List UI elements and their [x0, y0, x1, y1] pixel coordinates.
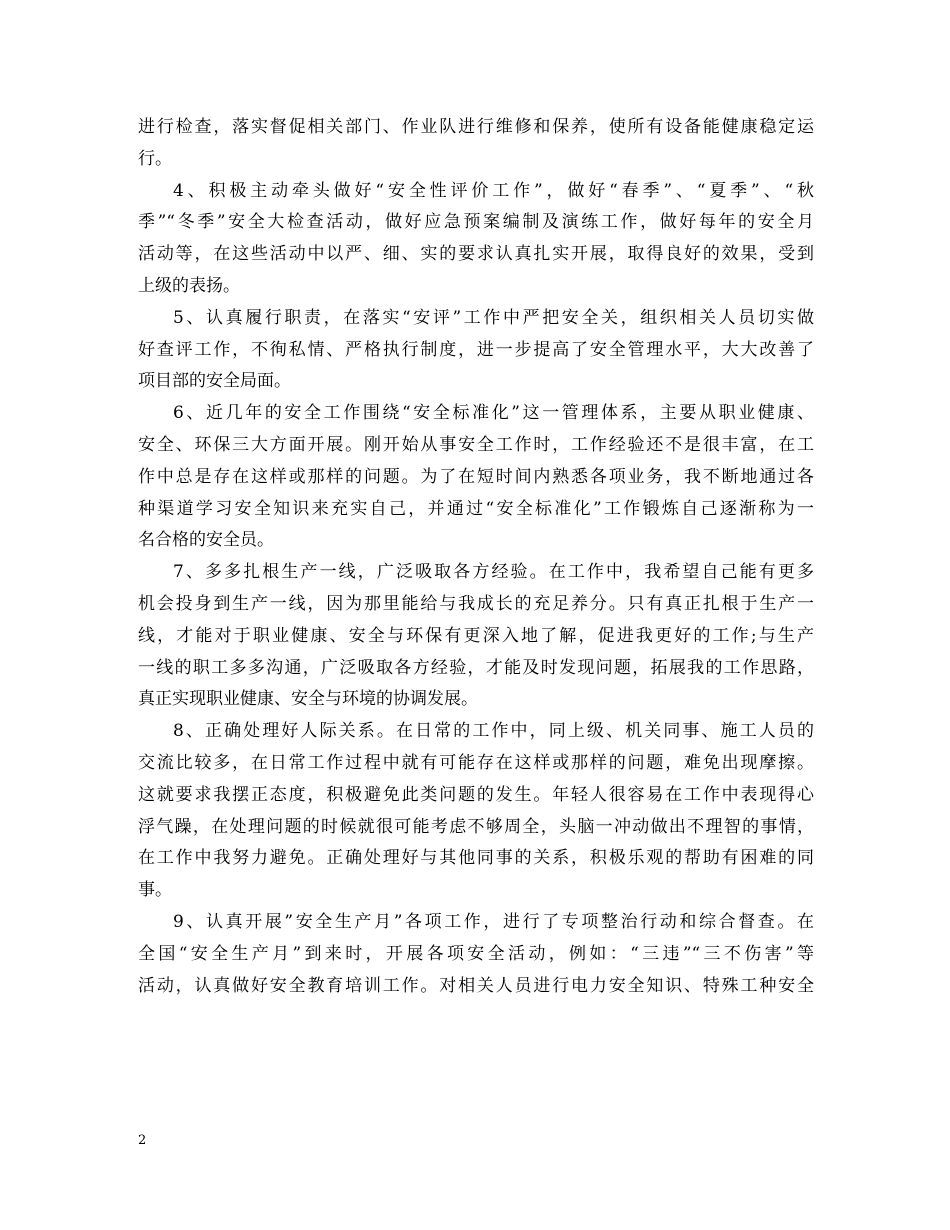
page-number: 2 — [138, 1133, 147, 1148]
paragraph-first-line: 9、认真开展”安全生产月”各项工作，进行了专项整治行动和综合督查。在 — [173, 911, 814, 932]
text-line: 行。 — [138, 148, 172, 169]
paragraph-first-line: 7、多多扎根生产一线，广泛吸取各方经验。在工作中，我希望自己能有更多 — [173, 562, 814, 583]
document-body — [138, 112, 814, 1002]
text-line: 好查评工作，不徇私情、严格执行制度，进一步提高了安全管理水平，大大改善了 — [138, 339, 814, 360]
text-line: 上级的表扬。 — [138, 275, 240, 296]
text-line: 种渠道学习安全知识来充实自己，并通过“安全标准化”工作锻炼自己逐渐称为一 — [138, 498, 814, 519]
paragraph-first-line: 4、积极主动牵头做好“安全性评价工作”，做好“春季”、“夏季”、“秋 — [173, 180, 814, 201]
paragraph-first-line: 8、正确处理好人际关系。在日常的工作中，同上级、机关同事、施工人员的 — [173, 721, 814, 742]
text-line: 活动，认真做好安全教育培训工作。对相关人员进行电力安全知识、特殊工种安全 — [138, 975, 814, 996]
text-line: 名合格的安全员。 — [138, 530, 274, 551]
paragraph-first-line: 6、近几年的安全工作围绕“安全标准化”这一管理体系，主要从职业健康、 — [173, 403, 814, 424]
text-line: 进行检查，落实督促相关部门、作业队进行维修和保养，使所有设备能健康稳定运 — [138, 117, 814, 137]
text-line: 这就要求我摆正态度，积极避免此类问题的发生。年轻人很容易在工作中表现得心 — [138, 784, 814, 805]
text-line: 机会投身到生产一线，因为那里能给与我成长的充足养分。只有真正扎根于生产一 — [138, 593, 814, 614]
text-line: 事。 — [138, 880, 172, 901]
text-line: 季”“冬季”安全大检查活动，做好应急预案编制及演练工作，做好每年的安全月 — [138, 212, 814, 233]
text-line: 安全、环保三大方面开展。刚开始从事安全工作时，工作经验还不是很丰富，在工 — [138, 434, 814, 455]
text-line: 真正实现职业健康、安全与环境的协调发展。 — [138, 689, 478, 710]
text-line: 线，才能对于职业健康、安全与环保有更深入地了解，促进我更好的工作;与生产 — [138, 625, 814, 646]
text-line: 项目部的安全局面。 — [138, 371, 291, 392]
text-line: 一线的职工多多沟通，广泛吸取各方经验，才能及时发现问题，拓展我的工作思路， — [138, 657, 814, 678]
text-line: 交流比较多，在日常工作过程中就有可能存在这样或那样的问题，难免出现摩擦。 — [138, 752, 814, 773]
text-line: 全国“安全生产月”到来时，开展各项安全活动，例如：“三违”“三不伤害”等 — [138, 943, 814, 964]
text-line: 活动等，在这些活动中以严、细、实的要求认真扎实开展，取得良好的效果，受到 — [138, 244, 814, 265]
paragraph-first-line: 5、认真履行职责，在落实“安评”工作中严把安全关，组织相关人员切实做 — [173, 307, 814, 328]
text-line: 浮气躁，在处理问题的时候就很可能考虑不够周全，头脑一冲动做出不理智的事情， — [138, 816, 814, 837]
text-line: 在工作中我努力避免。正确处理好与其他同事的关系，积极乐观的帮助有困难的同 — [138, 848, 814, 869]
text-line: 作中总是存在这样或那样的问题。为了在短时间内熟悉各项业务，我不断地通过各 — [138, 466, 814, 487]
